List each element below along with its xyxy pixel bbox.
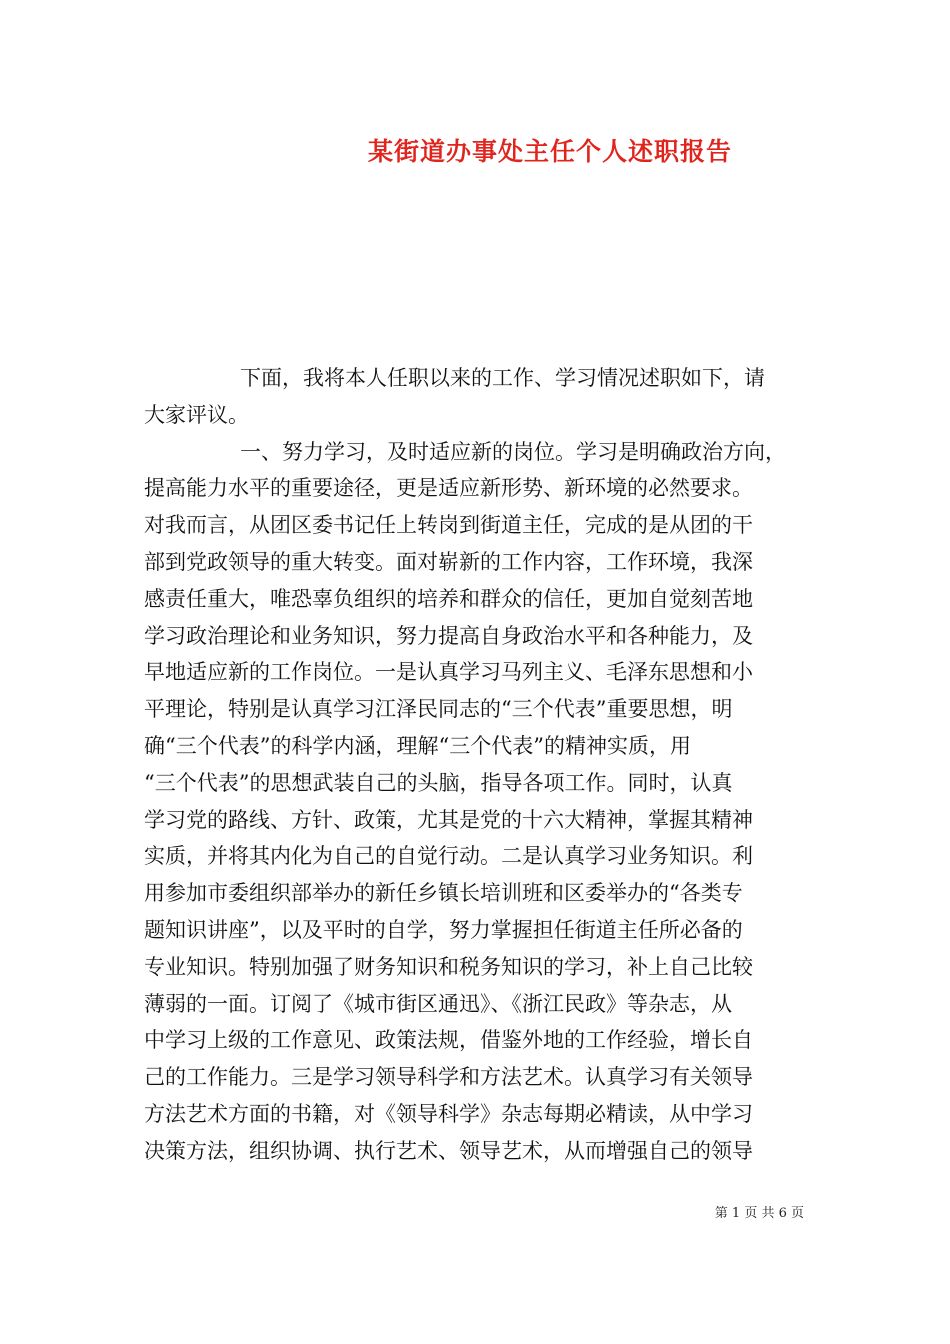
body-line: 下面，我将本人任职以来的工作、学习情况述职如下，请 xyxy=(240,366,765,390)
body-line: 大家评议。 xyxy=(144,402,249,427)
body-line: 平理论，特别是认真学习江泽民同志的“三个代表”重要思想，明 xyxy=(144,697,733,722)
body-line: 提高能力水平的重要途径，更是适应新形势、新环境的必然要求。 xyxy=(144,476,753,501)
body-line: 决策方法，组织协调、执行艺术、领导艺术，从而增强自己的领导 xyxy=(144,1138,753,1163)
body-line: 部到党政领导的重大转变。面对崭新的工作内容，工作环境，我深 xyxy=(144,549,753,574)
body-line: 薄弱的一面。订阅了《城市街区通迅》、《浙江民政》等杂志，从 xyxy=(144,991,732,1016)
body-line: 感责任重大，唯恐辜负组织的培养和群众的信任，更加自觉刻苦地 xyxy=(144,586,753,611)
body-line: 学习政治理论和业务知识，努力提高自身政治水平和各种能力，及 xyxy=(144,623,753,648)
body-line: 题知识讲座”，以及平时的自学，努力掌握担任街道主任所必备的 xyxy=(144,917,743,942)
body-line: 早地适应新的工作岗位。一是认真学习马列主义、毛泽东思想和小 xyxy=(144,660,753,685)
body-line: 实质，并将其内化为自己的自觉行动。二是认真学习业务知识。利 xyxy=(144,844,753,869)
body-line: 用参加市委组织部举办的新任乡镇长培训班和区委举办的“各类专 xyxy=(144,881,743,906)
document-body xyxy=(144,360,808,1170)
body-line: 方法艺术方面的书籍，对《领导科学》杂志每期必精读，从中学习 xyxy=(144,1101,753,1126)
body-line: 己的工作能力。三是学习领导科学和方法艺术。认真学习有关领导 xyxy=(144,1065,753,1090)
page-number-footer: 第 1 页 共 6 页 xyxy=(714,1206,804,1221)
body-line: “三个代表”的思想武装自己的头脑，指导各项工作。同时，认真 xyxy=(144,770,733,795)
body-line: 确“三个代表”的科学内涵，理解“三个代表”的精神实质，用 xyxy=(144,733,691,758)
document-title: 某街道办事处主任个人述职报告 xyxy=(367,137,732,166)
body-line: 对我而言，从团区委书记任上转岗到街道主任，完成的是从团的干 xyxy=(144,513,753,538)
body-line: 学习党的路线、方针、政策，尤其是党的十六大精神，掌握其精神 xyxy=(144,807,753,832)
body-line: 一、努力学习，及时适应新的岗位。学习是明确政治方向， xyxy=(240,439,786,464)
body-line: 专业知识。特别加强了财务知识和税务知识的学习，补上自己比较 xyxy=(144,954,753,979)
body-line: 中学习上级的工作意见、政策法规，借鉴外地的工作经验，增长自 xyxy=(144,1028,753,1053)
